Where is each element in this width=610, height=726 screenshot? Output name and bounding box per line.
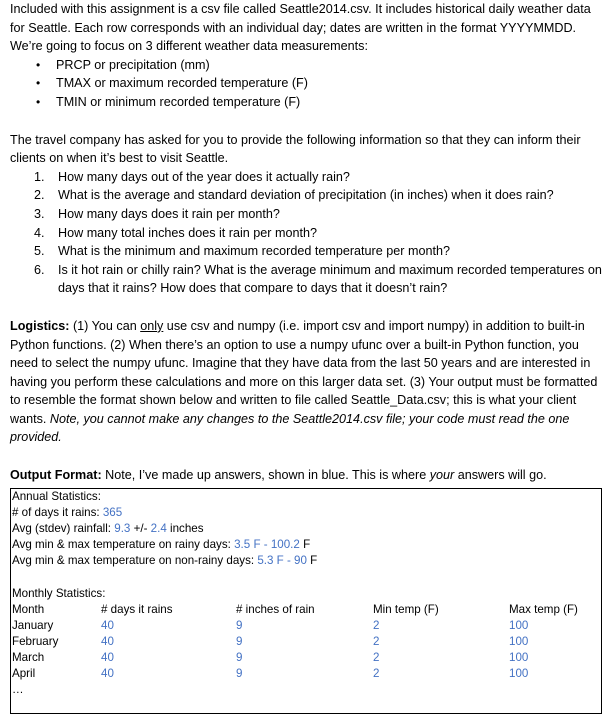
measurement-item: • TMIN or minimum recorded temperature (F) [36,93,606,112]
annual-avg-sep: +/- [130,522,151,536]
question-text: How many days out of the year does it actually rain? [58,169,350,184]
question-number: 4. [34,225,45,240]
annual-rainy-line [11,537,601,553]
question-item [34,205,606,224]
col-max-temp: Max temp (F) [509,602,578,616]
question-number: 1. [34,169,45,184]
logistics-text: (1) You can [69,318,141,333]
annual-rainy-max: 100.2 [270,538,300,552]
max-temp-cell: 100 [509,667,529,681]
question-text: How many total inches does it rain per month? [58,225,318,240]
your-italic: your [429,468,455,483]
annual-days-value: 365 [102,506,123,520]
annual-rainy-min: 3.5 [234,538,251,552]
days-cell: 40 [101,618,114,632]
col-min-temp: Min temp (F) [373,602,439,616]
table-row [11,634,601,650]
max-temp-cell: 100 [509,634,529,648]
output-format-text: answers will go. [454,468,547,483]
annual-days-label: # of days it rains: [12,506,103,520]
month-cell: February [12,634,59,648]
ellipsis: … [12,683,24,697]
days-cell: 40 [101,634,114,648]
annual-stdev-value: 2.4 [150,522,167,536]
table-row [11,666,601,682]
table-row [11,650,601,666]
annual-nonrainy-mid: F - [273,554,295,568]
annual-avg-value: 9.3 [114,522,131,536]
sample-output-box [10,488,602,714]
logistics-note: Note, you cannot make any changes to the Seattle2014.csv file; your code must read the one provided. [10,411,570,445]
question-item [34,242,606,261]
question-number: 3. [34,206,45,221]
annual-nonrainy-min: 5.3 [257,554,274,568]
question-item [34,224,606,243]
output-format-label: Output Format: [10,468,102,483]
inches-cell: 9 [236,650,243,664]
annual-rainy-mid: F - [250,538,271,552]
annual-days-line [11,505,601,521]
measurement-list [10,56,606,112]
month-cell: March [12,650,45,664]
annual-heading: Annual Statistics: [12,490,101,503]
col-inches: # inches of rain [236,602,315,616]
question-item [34,168,606,187]
month-cell: January [12,618,54,632]
measurement-item: • TMAX or maximum recorded temperature (F) [36,74,606,93]
question-item [34,186,606,205]
question-number: 5. [34,244,45,259]
min-temp-cell: 2 [373,618,380,632]
annual-avg-line [11,521,601,537]
question-number: 6. [34,262,45,277]
measurement-item: • PRCP or precipitation (mm) [36,56,606,75]
month-cell: April [12,667,36,681]
question-text: Is it hot rain or chilly rain? What is the average minimum and maximum recorded temperatures on days that it rains? How does that compare to days that it doesn’t rain? [58,262,602,296]
max-temp-cell: 100 [509,650,529,664]
min-temp-cell: 2 [373,634,380,648]
logistics-text: use csv and numpy (i.e. import csv and import numpy) in addition to built-in Python functions. (2) When there’s an option to use a numpy ufunc over a built-in Python function, you need to select the numpy ufunc. Imagine that they have data from the last 50 years and are interested in having you perform these calculations and more on this larger data set. (3) Your output must be formatted to resemble the format shown below and written to file called Seattle_Data.csv; this is what your client wants. [10,318,598,426]
inches-cell: 9 [236,634,243,648]
travel-paragraph: The travel company has asked for you to provide the following information so that they can inform their clients on when it’s best to visit Seattle. [10,132,581,166]
col-days: # days it rains [101,602,173,616]
question-text: What is the average and standard deviation of precipitation (in inches) when it does rain? [58,188,554,203]
question-list [10,168,606,298]
min-temp-cell: 2 [373,650,380,664]
only-underlined: only [140,318,164,333]
monthly-heading: Monthly Statistics: [12,586,106,600]
spacer [11,569,601,585]
monthly-header-row [11,602,601,618]
inches-cell: 9 [236,667,243,681]
inches-cell: 9 [236,618,243,632]
table-row [11,618,601,634]
question-text: How many days does it rain per month? [58,206,280,221]
annual-nonrainy-max: 90 [294,554,307,568]
output-format-text: Note, I’ve made up answers, shown in blue. This is where [101,468,430,483]
annual-nonrainy-label: Avg min & max temperature on non-rainy days: [12,554,258,568]
min-temp-cell: 2 [373,667,380,681]
annual-nonrainy-line [11,553,601,569]
assignment-document [10,0,606,485]
question-item [34,261,606,298]
intro-paragraph: Included with this assignment is a csv file called Seattle2014.csv. It includes historical daily weather data for Seattle. Each row corresponds with an individual day; dates are written in the format YYYYMMDD. We’re going to focus on 3 different weather data measurements: [10,2,591,54]
days-cell: 40 [101,667,114,681]
annual-avg-unit: inches [166,522,204,536]
output-format-paragraph [10,466,606,485]
logistics-paragraph [10,317,606,447]
annual-nonrainy-unit: F [306,554,318,568]
question-text: What is the minimum and maximum recorded temperature per month? [58,244,450,259]
annual-avg-label: Avg (stdev) rainfall: [12,522,115,536]
max-temp-cell: 100 [509,618,529,632]
logistics-label: Logistics: [10,318,70,333]
annual-rainy-unit: F [299,538,311,552]
col-month: Month [12,602,45,616]
question-number: 2. [34,188,45,203]
annual-rainy-label: Avg min & max temperature on rainy days: [12,538,235,552]
days-cell: 40 [101,650,114,664]
